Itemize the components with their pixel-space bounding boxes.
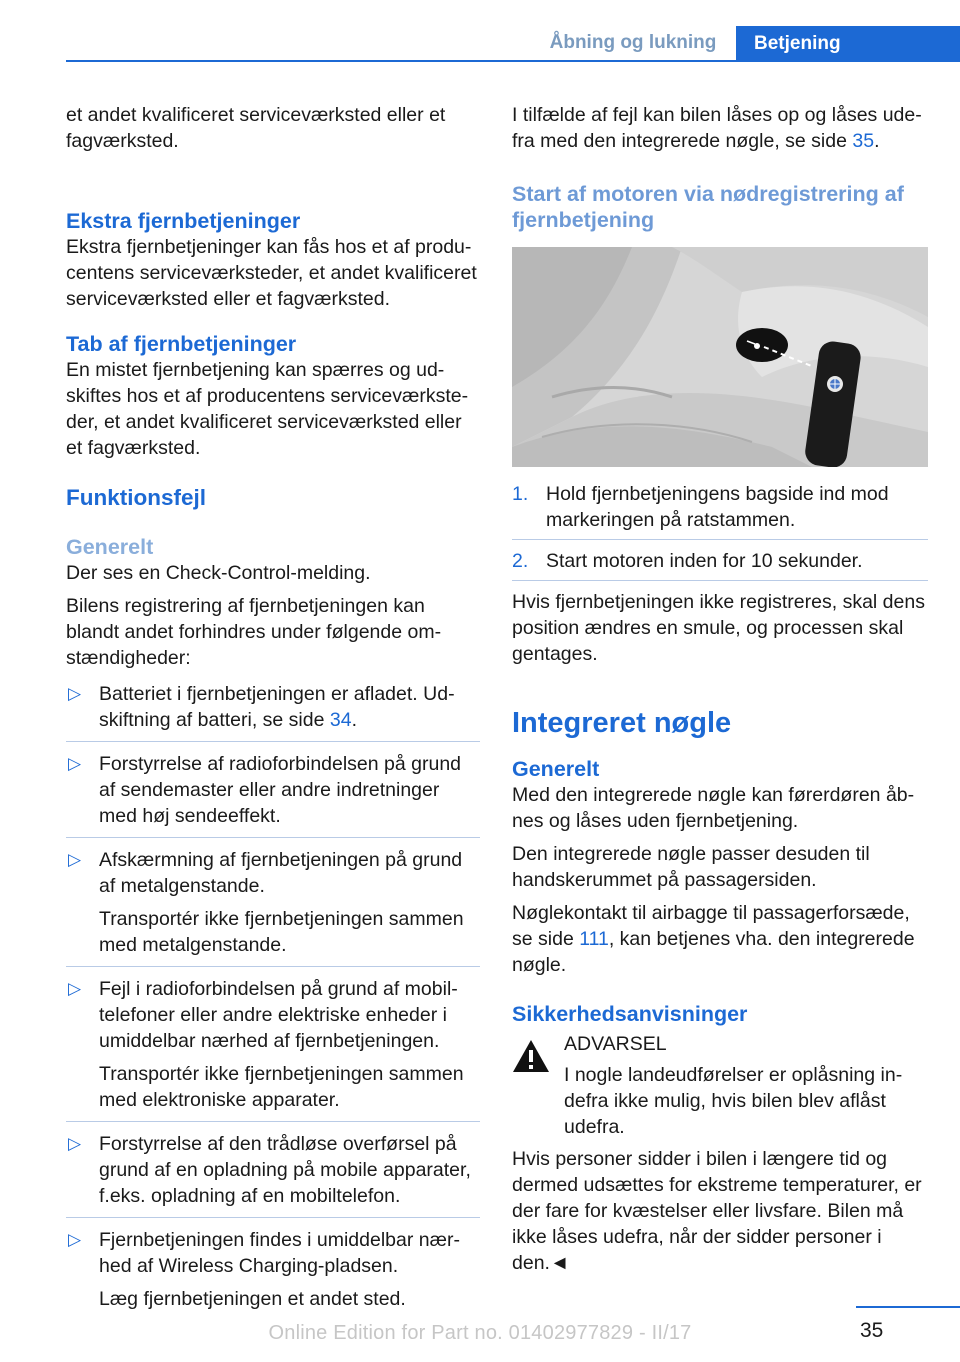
list-divider: [66, 741, 480, 742]
list-divider: [66, 837, 480, 838]
start-after-paragraph: Hvis fjernbetjeningen ikke registreres, skal dens position ændres en smule, og processen skal gentages.: [512, 591, 925, 665]
heading-tab: Tab af fjernbetjeninger: [66, 332, 297, 356]
page-number: 35: [860, 1319, 884, 1342]
list-divider: [66, 1121, 480, 1122]
right-column: [512, 102, 928, 1283]
triangle-bullet-icon: ▷: [68, 684, 82, 703]
footer-edition: Online Edition for Part no. 01402977829 - II/17: [268, 1322, 692, 1344]
ekstra-paragraph: Ekstra fjernbetjeninger kan fås hos et af producentens serviceværksteder, et andet kvalificeret serviceværksted eller et fagværksted.: [66, 236, 477, 310]
noegle-p3: Nøglekontakt til airbagge til passagerforsæde, se side 111, kan betjenes vha. den integrerede nøgle.: [512, 902, 915, 976]
header-chapter-tab[interactable]: Betjening: [736, 26, 960, 62]
heading-integreret-noegle: Integreret nøgle: [512, 707, 732, 739]
warning-block: [512, 1031, 928, 1140]
list-divider: [512, 539, 928, 540]
heading-ekstra: Ekstra fjernbetjeninger: [66, 209, 301, 233]
right-intro-paragraph: I tilfælde af fejl kan bilen låses op og låses udefra med den integrerede nøgle, se side 35.: [512, 104, 922, 152]
triangle-bullet-icon: ▷: [68, 979, 82, 998]
funktionsfejl-p1: Der ses en Check-Control-melding.: [66, 562, 371, 584]
page-link-111[interactable]: 111: [579, 928, 609, 950]
list-item: 2. Start motoren inden for 10 sekunder.: [512, 548, 928, 574]
list-item: ▷ Fjernbetjeningen findes i umiddelbar nærhed af Wireless Charging-pladsen. Læg fjernbetjeningen et andet sted.: [68, 1229, 460, 1310]
noegle-p2: Den integrerede nøgle passer desuden til handskerummet på passagersiden.: [512, 843, 870, 891]
triangle-bullet-icon: ▷: [68, 754, 82, 773]
warning-triangle-icon: [512, 1039, 550, 1073]
list-divider: [66, 966, 480, 967]
step-2: Start motoren inden for 10 sekunder.: [546, 550, 863, 572]
list-item: ▷ Fejl i radioforbindelsen på grund af mobiltelefoner eller andre elektriske enheder i umiddelbar nærhed af fjernbetjeningen. Transportér ikke fjernbetjeningen sammen med elektroniske apparater.: [68, 978, 464, 1111]
triangle-bullet-icon: ▷: [68, 850, 82, 869]
list-item: ▷ Afskærmning af fjernbetjeningen på grund af metalgenstande. Transportér ikke fjernbetjeningen sammen med metalgenstande.: [68, 849, 464, 956]
list-divider: [512, 580, 928, 581]
page-link-35[interactable]: 35: [852, 130, 875, 152]
noegle-p1: Med den integrerede nøgle kan førerdøren åbnes og låses uden fjernbetjening.: [512, 784, 915, 832]
triangle-bullet-icon: ▷: [68, 1134, 82, 1153]
heading-sikkerhed: Sikkerhedsanvisninger: [512, 1002, 748, 1026]
list-item: 1. Hold fjernbetjeningens bagside ind mod markeringen på ratstammen.: [512, 481, 928, 533]
subheading-generelt: Generelt: [66, 535, 154, 559]
page-link-34[interactable]: 34: [329, 709, 352, 731]
steering-column-key-illustration: [512, 247, 928, 467]
heading-start-motor: Start af motoren via nødregistrering af fjernbetjening: [512, 182, 904, 232]
funktionsfejl-p2: Bilens registrering af fjernbetjeningen kan blandt andet forhindres under følgende omstændigheder:: [66, 595, 442, 669]
heading-funktionsfejl: Funktionsfejl: [66, 485, 206, 510]
footer-divider: [856, 1306, 960, 1308]
list-item: ▷ Forstyrrelse af radioforbindelsen på grund af sendemaster eller andre indretninger med høj sendeeffekt.: [68, 753, 462, 827]
subheading-generelt-right: Generelt: [512, 757, 600, 781]
warning-line1-start: I nogle landeudførelser er oplåsning indefra ikke mulig, hvis bilen blev aflåst udefra.: [564, 1064, 903, 1138]
header-divider: [66, 60, 960, 62]
header-section-tab[interactable]: Åbning og lukning: [549, 32, 717, 53]
warning-paragraph-2: Hvis personer sidder i bilen i længere tid og dermed udsættes for ekstreme temperaturer, er der fare for kvæstelser eller livsfare. Bilen må ikke låses udefra, når der sidder personer i den.◄: [512, 1148, 922, 1274]
tab-paragraph: En mistet fjernbetjening kan spærres og udskiftes hos et af producentens serviceværksteder, et andet kvalificeret serviceværksted eller et fagværksted.: [66, 359, 469, 459]
warning-label: ADVARSEL: [564, 1033, 667, 1055]
list-divider: [66, 1217, 480, 1218]
triangle-bullet-icon: ▷: [68, 1230, 82, 1249]
list-item: ▷ Forstyrrelse af den trådløse overførsel på grund af en opladning på mobile apparater, f.eks. opladning af en mobiltelefon.: [68, 1133, 471, 1207]
list-item: ▷ Batteriet i fjernbetjeningen er afladet. Udskiftning af batteri, se side 34.: [68, 683, 455, 731]
left-column: [66, 102, 480, 1320]
step-1: Hold fjernbetjeningens bagside ind mod markeringen på ratstammen.: [546, 483, 889, 531]
intro-paragraph: et andet kvalificeret serviceværksted eller et fagværksted.: [66, 104, 446, 152]
